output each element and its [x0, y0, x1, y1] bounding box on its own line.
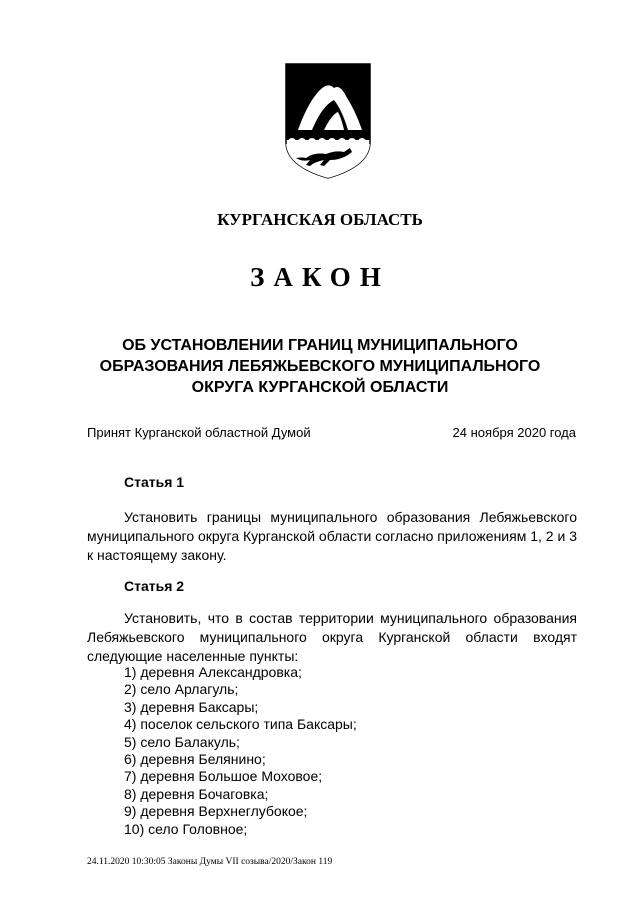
region-name: КУРГАНСКАЯ ОБЛАСТЬ	[217, 210, 423, 229]
list-item: 5) село Балакуль;	[124, 733, 240, 750]
footer-stamp: 24.11.2020 10:30:05 Законы Думы VII созыва/2020/Закон 119	[87, 857, 333, 867]
list-item: 10) село Головное;	[124, 820, 248, 837]
coat-of-arms-icon	[284, 62, 372, 180]
law-title: ОБ УСТАНОВЛЕНИИ ГРАНИЦ МУНИЦИПАЛЬНОГО ОБРАЗОВАНИЯ ЛЕБЯЖЬЕВСКОГО МУНИЦИПАЛЬНОГО ОКРУГА КУРГАНСКОЙ ОБЛАСТИ	[99, 337, 541, 396]
list-item: 4) поселок сельского типа Баксары;	[124, 716, 357, 733]
document-type: ЗАКОН	[250, 262, 390, 292]
list-item: 8) деревня Бочаговка;	[124, 785, 269, 802]
list-item: 6) деревня Белянино;	[124, 751, 266, 768]
list-item: 2) село Арлагуль;	[124, 681, 239, 698]
article-1-heading: Статья 1	[124, 474, 185, 490]
article-2-heading: Статья 2	[124, 578, 185, 594]
list-item: 1) деревня Александровка;	[124, 664, 302, 680]
settlements-list	[124, 664, 357, 838]
list-item: 9) деревня Верхнеглубокое;	[124, 803, 308, 820]
adoption-body: Принят Курганской областной Думой	[87, 425, 311, 440]
list-item: 7) деревня Большое Моховое;	[124, 768, 323, 785]
article-2-text: Установить, что в состав территории муниципального образования Лебяжьевского муниципального округа Курганской области входят следующие населенные пункты:	[87, 610, 577, 664]
list-item: 3) деревня Баксары;	[124, 698, 259, 715]
article-1-text: Установить границы муниципального образования Лебяжьевского муниципального округа Курганской области согласно приложениям 1, 2 и 3 к настоящему закону.	[87, 509, 577, 563]
adoption-date: 24 ноября 2020 года	[452, 425, 576, 440]
